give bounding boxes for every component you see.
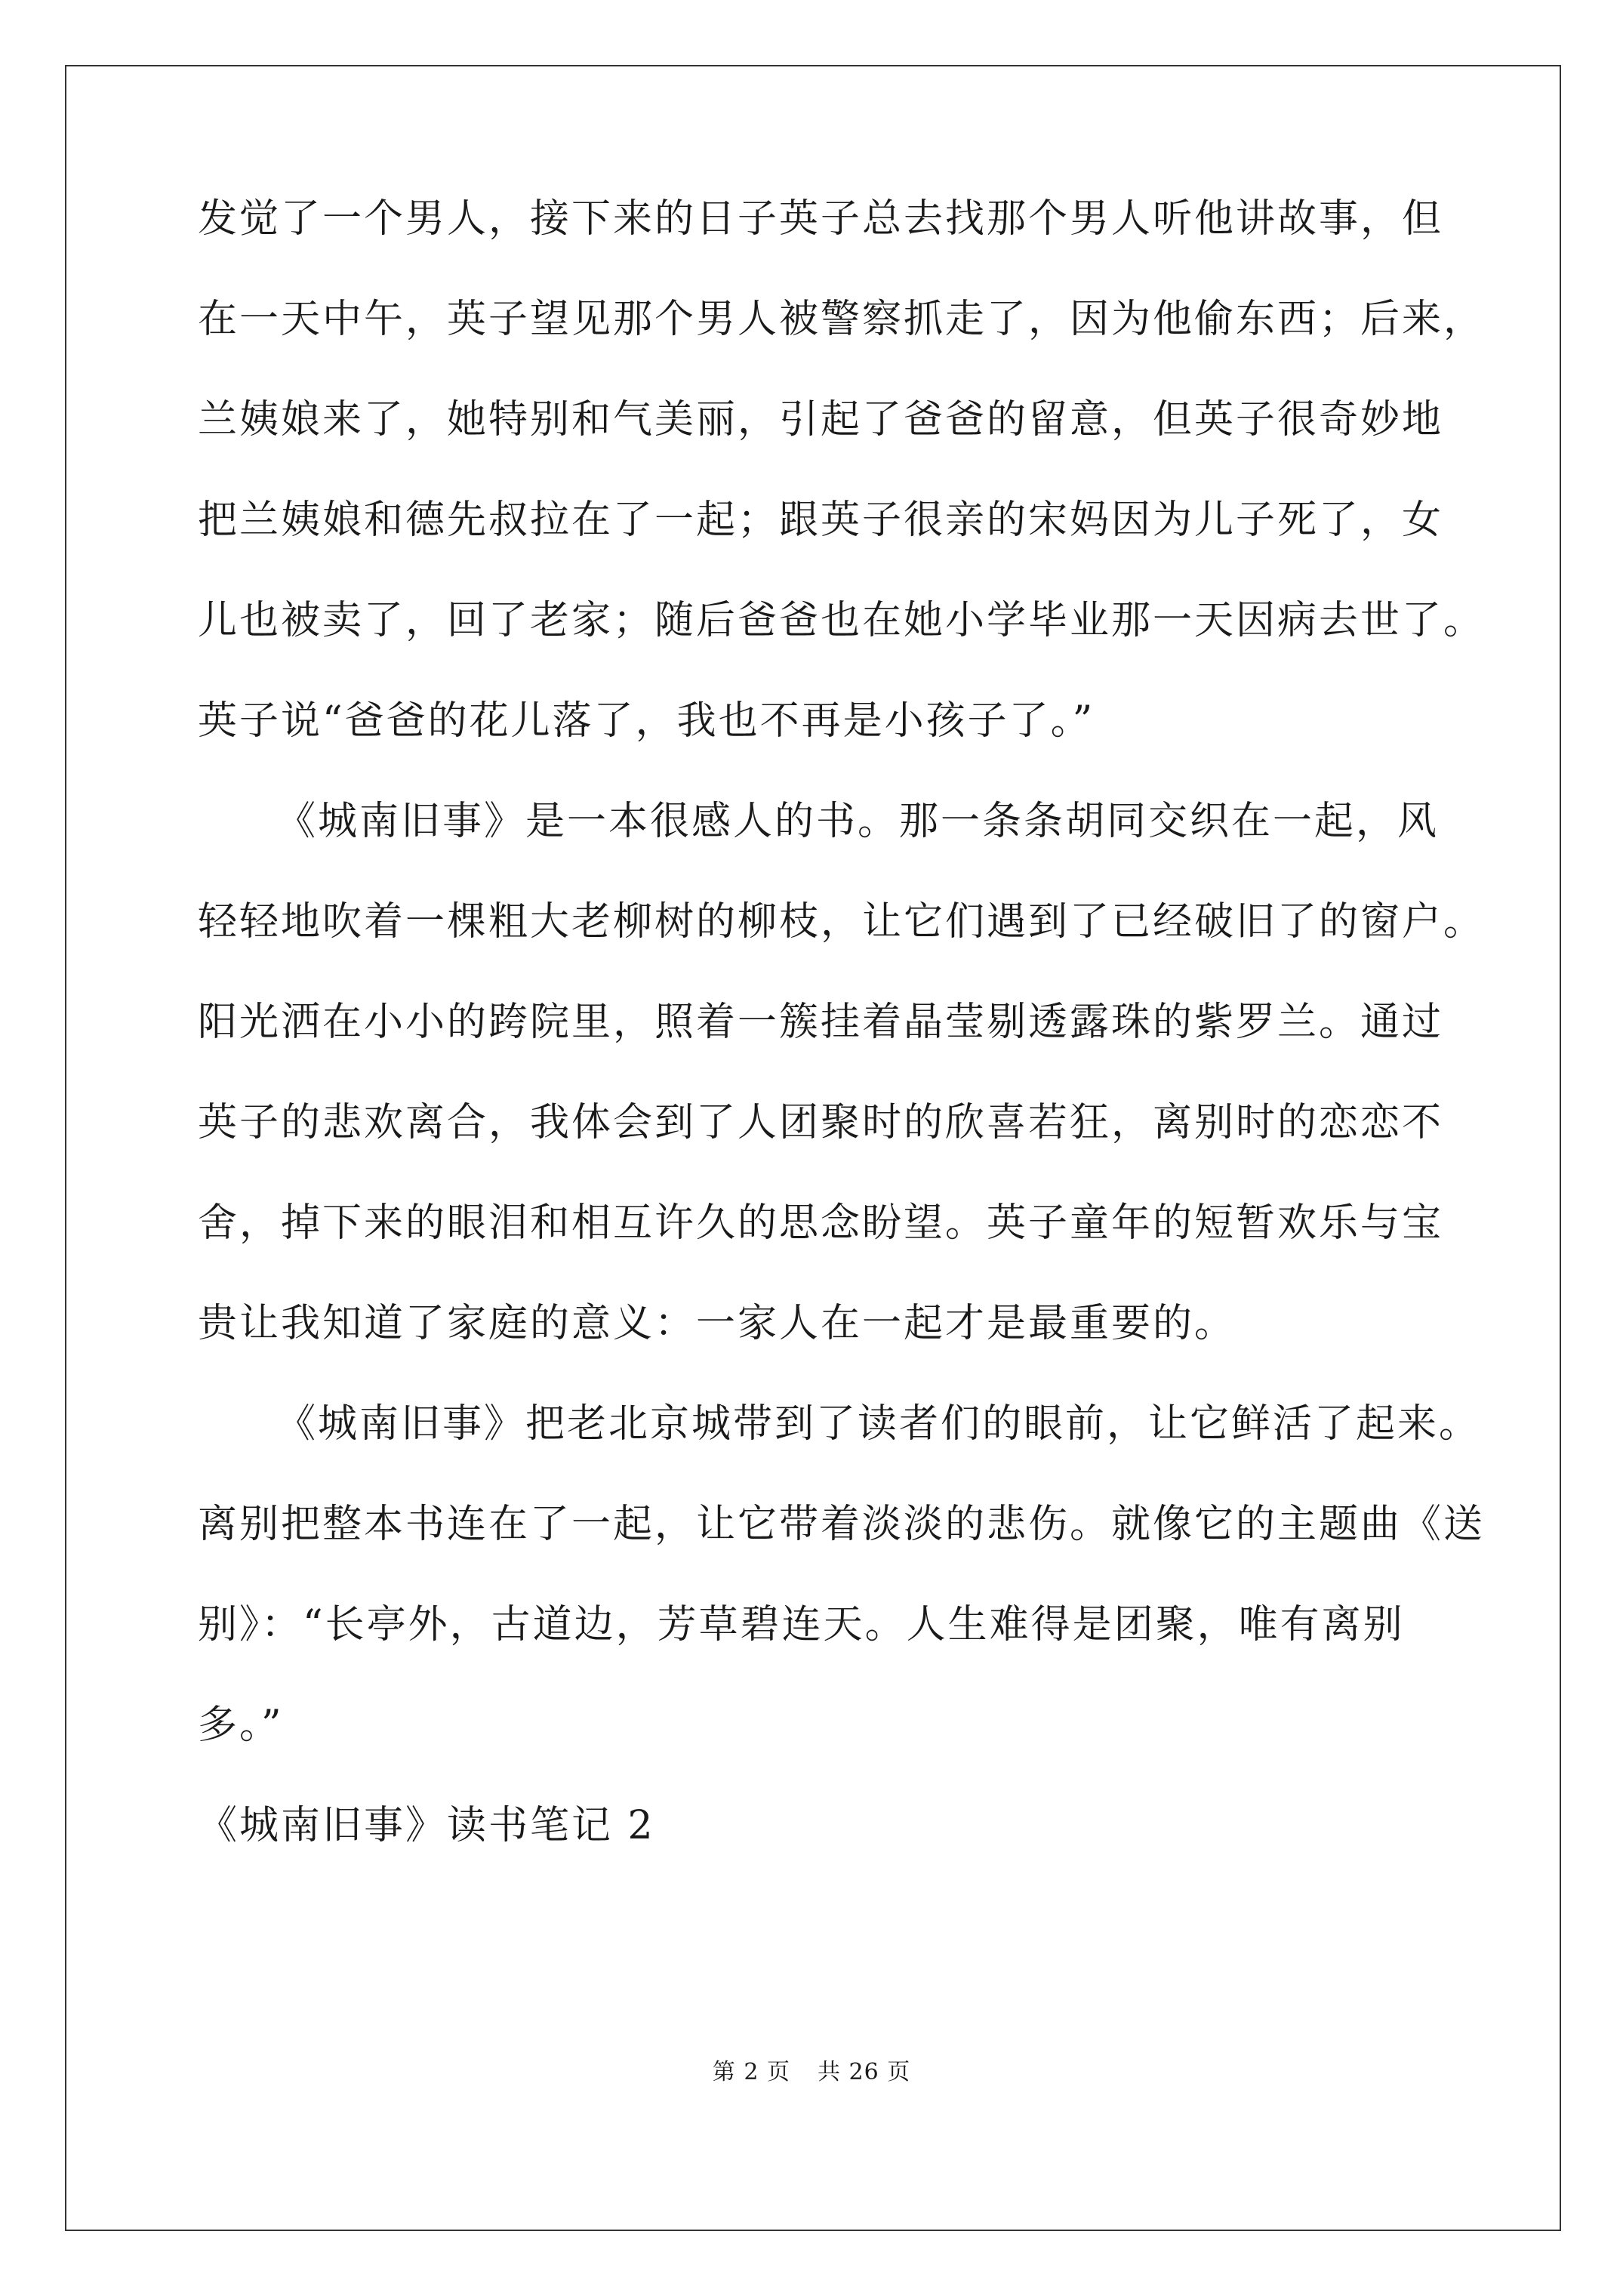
section-heading: 《城南旧事》读书笔记 2 — [198, 1803, 655, 1848]
paragraph-2-line-1: 《城南旧事》是一本很感人的书。那一条条胡同交织在一起，风 — [276, 799, 1440, 844]
paragraph-1-line-6: 英子说“爸爸的花儿落了，我也不再是小孩子了。” — [198, 698, 1095, 744]
paragraph-3-line-1: 《城南旧事》把老北京城带到了读者们的眼前，让它鲜活了起来。 — [276, 1401, 1481, 1447]
paragraph-2-line-5: 舍，掉下来的眼泪和相互许久的思念盼望。英子童年的短暂欢乐与宝 — [198, 1200, 1444, 1246]
paragraph-1-line-1: 发觉了一个男人，接下来的日子英子总去找那个男人听他讲故事，但 — [198, 196, 1444, 242]
paragraph-3-line-4: 多。” — [198, 1703, 284, 1748]
page-total: 共 26 页 — [817, 2059, 911, 2085]
paragraph-2-line-3: 阳光洒在小小的跨院里，照着一簇挂着晶莹剔透露珠的紫罗兰。通过 — [198, 1000, 1444, 1045]
paragraph-1-line-2: 在一天中午，英子望见那个男人被警察抓走了，因为他偷东西；后来， — [198, 297, 1486, 342]
paragraph-3-line-2: 离别把整本书连在了一起，让它带着淡淡的悲伤。就像它的主题曲《送 — [198, 1502, 1486, 1547]
paragraph-2-line-4: 英子的悲欢离合，我体会到了人团聚时的欣喜若狂，离别时的恋恋不 — [198, 1100, 1444, 1145]
page-number: 第 2 页 — [712, 2059, 790, 2085]
paragraph-1-line-4: 把兰姨娘和德先叔拉在了一起；跟英子很亲的宋妈因为儿子死了，女 — [198, 498, 1444, 543]
paragraph-2-line-2: 轻轻地吹着一棵粗大老柳树的柳枝，让它们遇到了已经破旧了的窗户。 — [198, 899, 1486, 945]
paragraph-1-line-3: 兰姨娘来了，她特别和气美丽，引起了爸爸的留意，但英子很奇妙地 — [198, 397, 1444, 442]
page-footer — [0, 2057, 1623, 2088]
paragraph-2-line-6: 贵让我知道了家庭的意义：一家人在一起才是最重要的。 — [198, 1301, 1236, 1346]
paragraph-1-line-5: 儿也被卖了，回了老家；随后爸爸也在她小学毕业那一天因病去世了。 — [198, 598, 1486, 643]
paragraph-3-line-3: 别》：“长亭外，古道边，芳草碧连天。人生难得是团聚，唯有离别 — [198, 1602, 1405, 1647]
